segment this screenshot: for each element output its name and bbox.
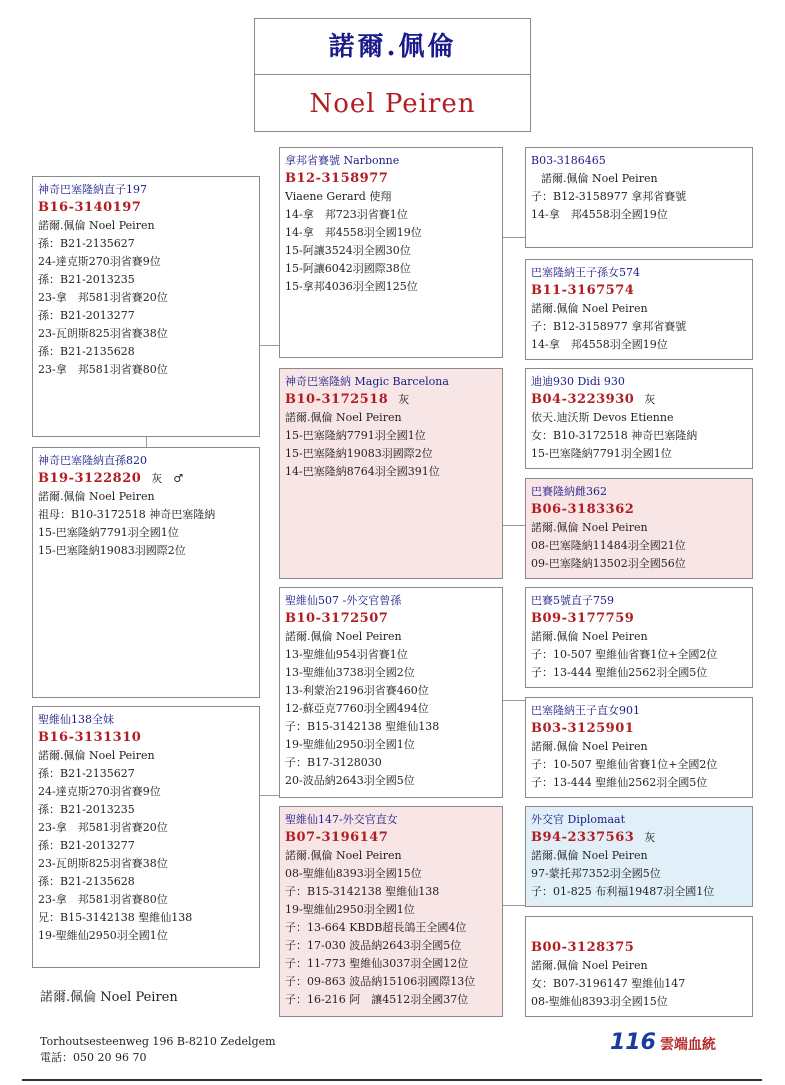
info-line: 15-阿讓3524羽全國30位 [285, 244, 411, 257]
info-line: 08-聖維仙8393羽全國15位 [285, 867, 422, 880]
info-line: 14-拿 邦4558羽全國19位 [285, 226, 422, 239]
info-line: 23-拿 邦581羽省賽20位 [38, 291, 168, 304]
pigeon-name: 拿邦省賽號 Narbonne [285, 154, 400, 167]
ring-number-text: B10-3172518 [285, 392, 389, 407]
ring-number-text: B16-3140197 [38, 200, 142, 215]
plumage-color: 灰 [398, 393, 410, 406]
plumage-color: 灰 ♂ [151, 472, 184, 485]
pigeon-card-b16-3140197 [32, 176, 260, 437]
info-line: 子：13-444 聖維仙2562羽全國5位 [531, 776, 708, 789]
info-line: 23-拿 邦581羽省賽80位 [38, 893, 168, 906]
info-line: 23-拿 邦581羽省賽80位 [38, 363, 168, 376]
info-line: 諾爾.佩倫 Noel Peiren [38, 490, 155, 503]
pigeon-name: B03-3186465 [531, 154, 606, 167]
owner-address-block [40, 1034, 276, 1066]
info-line: 14-拿 邦723羽省賽1位 [285, 208, 408, 221]
brand-logo [610, 1030, 716, 1056]
ring-number [531, 829, 747, 847]
ring-number-text: B16-3131310 [38, 730, 142, 745]
ring-number [38, 470, 254, 488]
info-line: 諾爾.佩倫 Noel Peiren [285, 411, 402, 424]
ring-number-text: B04-3223930 [531, 392, 635, 407]
info-line: 15-巴塞隆納19083羽國際2位 [38, 544, 186, 557]
pigeon-name: 迪迪930 Didi 930 [531, 375, 625, 388]
logo-number: 116 [610, 1030, 656, 1055]
pigeon-name: 神奇巴塞隆納 Magic Barcelona [285, 375, 449, 388]
info-line: 97-蒙托邦7352羽全國5位 [531, 867, 661, 880]
info-line: 諾爾.佩倫 Noel Peiren [285, 630, 402, 643]
pigeon-name: 聖維仙138全妹 [38, 713, 114, 726]
info-line: 孫：B21-2013277 [38, 839, 135, 852]
pigeon-name: 神奇巴塞隆納直孫820 [38, 454, 147, 467]
info-line: 祖母：B10-3172518 神奇巴塞隆納 [38, 508, 216, 521]
connector-line [503, 905, 525, 906]
info-line: 子：11-773 聖維仙3037羽全國12位 [285, 957, 469, 970]
info-line: 14-巴塞隆納8764羽全國391位 [285, 465, 440, 478]
info-line: 孫：B21-2013235 [38, 803, 135, 816]
sire-card-b12-3158977 [279, 147, 503, 358]
ring-number [285, 610, 497, 628]
ring-number-text: B03-3125901 [531, 721, 635, 736]
info-line: 子：16-216 阿 讓4512羽全國37位 [285, 993, 469, 1006]
pigeon-name: 聖維仙147-外交官直女 [285, 813, 398, 826]
dam-card-b10-3172518 [279, 368, 503, 579]
ring-number [531, 391, 747, 409]
sire-card-b10-3172507 [279, 587, 503, 798]
info-line: 孫：B21-2013277 [38, 309, 135, 322]
info-line: 14-拿 邦4558羽全國19位 [531, 338, 668, 351]
info-line: 子：B17-3128030 [285, 756, 382, 769]
info-line: 女：B07-3196147 聖維仙147 [531, 977, 686, 990]
sire-dam-card-b11-3167574 [525, 259, 753, 360]
ring-number [531, 501, 747, 519]
connector-line [146, 437, 147, 447]
info-line: 諾爾.佩倫 Noel Peiren [531, 521, 648, 534]
bottom-divider [22, 1079, 762, 1081]
connector-line [260, 795, 279, 796]
info-line: 子：13-664 KBDB超長鴿王全國4位 [285, 921, 467, 934]
sire-sire-card-b09-3177759 [525, 587, 753, 688]
pigeon-name: 巴塞隆納王子直女901 [531, 704, 640, 717]
info-line: 子：10-507 聖維仙省賽1位+全國2位 [531, 648, 718, 661]
title-english-name: Noel Peiren [309, 89, 476, 119]
ring-number-text: B12-3158977 [285, 171, 389, 186]
info-line: 諾爾.佩倫 Noel Peiren [38, 749, 155, 762]
info-line: 09-巴塞隆納13502羽全國56位 [531, 557, 686, 570]
info-line: 23-瓦朗斯825羽省賽38位 [38, 327, 168, 340]
dam-dam-card-b00-3128375 [525, 916, 753, 1017]
sire-dam-card-b03-3125901 [525, 697, 753, 798]
pigeon-card-b19-3122820 [32, 447, 260, 698]
info-line: 依天.迪沃斯 Devos Etienne [531, 411, 674, 424]
dam-card-b07-3196147 [279, 806, 503, 1017]
info-line: 子：B15-3142138 聖維仙138 [285, 885, 440, 898]
info-line: 諾爾.佩倫 Noel Peiren [285, 849, 402, 862]
connector-line [503, 700, 525, 701]
info-line: 13-聖維仙3738羽全國2位 [285, 666, 415, 679]
info-line: 19-聖維仙2950羽全國1位 [285, 738, 415, 751]
info-line: 08-聖維仙8393羽全國15位 [531, 995, 668, 1008]
ring-number [531, 282, 747, 300]
plumage-color: 諾爾.佩倫 Noel Peiren [541, 172, 658, 185]
info-line: 19-聖維仙2950羽全國1位 [38, 929, 168, 942]
info-line: 子：17-030 波品納2643羽全國5位 [285, 939, 462, 952]
info-line: 子：10-507 聖維仙省賽1位+全國2位 [531, 758, 718, 771]
info-line: 孫：B21-2135628 [38, 875, 135, 888]
info-line: 諾爾.佩倫 Noel Peiren [38, 219, 155, 232]
info-line: 諾爾.佩倫 Noel Peiren [531, 630, 648, 643]
ring-number [285, 391, 497, 409]
ring-number [285, 170, 497, 188]
ring-number-text: B00-3128375 [531, 940, 635, 955]
connector-line [503, 525, 525, 526]
info-line: 孫：B21-2135628 [38, 345, 135, 358]
sire-sire-card-b03-3186465 [525, 147, 753, 248]
pigeon-name: 神奇巴塞隆納直子197 [38, 183, 147, 196]
dam-dam-card-b06-3183362 [525, 478, 753, 579]
info-line: 15-巴塞隆納7791羽全國1位 [38, 526, 179, 539]
ring-number [285, 829, 497, 847]
logo-text: 雲端血統 [659, 1037, 716, 1053]
info-line: 15-拿邦4036羽全國125位 [285, 280, 418, 293]
ring-number [38, 199, 254, 217]
info-line: 13-聖維仙954羽省賽1位 [285, 648, 408, 661]
info-line: 諾爾.佩倫 Noel Peiren [531, 849, 648, 862]
ring-number [38, 729, 254, 747]
owner-name: 諾爾.佩倫 Noel Peiren [40, 990, 178, 1005]
ring-number [531, 610, 747, 628]
info-line: 諾爾.佩倫 Noel Peiren [531, 302, 648, 315]
info-line: 24-達克斯270羽省賽9位 [38, 255, 161, 268]
address-line: Torhoutsesteenweg 196 B-8210 Zedelgem [40, 1035, 276, 1048]
connector-line [260, 345, 279, 346]
info-line: 24-達克斯270羽省賽9位 [38, 785, 161, 798]
info-line: 女：B10-3172518 神奇巴塞隆納 [531, 429, 698, 442]
phone-line: 電話：050 20 96 70 [40, 1051, 147, 1064]
info-line: 15-巴塞隆納7791羽全國1位 [531, 447, 672, 460]
info-line: 子：B12-3158977 拿邦省賽號 [531, 320, 687, 333]
info-line: 15-巴塞隆納19083羽國際2位 [285, 447, 433, 460]
info-line: 15-阿讓6042羽國際38位 [285, 262, 411, 275]
ring-number [531, 720, 747, 738]
pigeon-name [531, 921, 747, 939]
connector-line [503, 237, 525, 238]
info-line: 23-拿 邦581羽省賽20位 [38, 821, 168, 834]
ring-number [531, 170, 747, 188]
dam-sire-card-b04-3223930 [525, 368, 753, 469]
info-line: 子：01-825 布利福19487羽全國1位 [531, 885, 715, 898]
title-chinese-name: 諾爾.佩倫 [255, 19, 530, 75]
pigeon-name: 外交官 Diplomaat [531, 813, 625, 826]
info-line: 孫：B21-2013235 [38, 273, 135, 286]
ring-number-text: B06-3183362 [531, 502, 635, 517]
info-line: 子：09-863 波品納15106羽國際13位 [285, 975, 476, 988]
info-line: 12-蘇亞克7760羽全國494位 [285, 702, 429, 715]
info-line: 13-利蒙治2196羽省賽460位 [285, 684, 429, 697]
info-line: 諾爾.佩倫 Noel Peiren [531, 740, 648, 753]
pigeon-name: 聖維仙507 -外交官曾孫 [285, 594, 402, 607]
info-line: 兄：B15-3142138 聖維仙138 [38, 911, 193, 924]
ring-number-text: B09-3177759 [531, 611, 635, 626]
plumage-color: 灰 [644, 831, 656, 844]
info-line: 08-巴塞隆納11484羽全國21位 [531, 539, 686, 552]
pigeon-card-b16-3131310 [32, 706, 260, 968]
dam-sire-card-b94-2337563 [525, 806, 753, 907]
ring-number-text: B11-3167574 [531, 283, 635, 298]
pigeon-name: 巴賽隆納雌362 [531, 485, 607, 498]
info-line: 14-拿 邦4558羽全國19位 [531, 208, 668, 221]
ring-number-text: B94-2337563 [531, 830, 635, 845]
ring-number-text: B19-3122820 [38, 471, 142, 486]
ring-number-text: B07-3196147 [285, 830, 389, 845]
plumage-color: 灰 [644, 393, 656, 406]
pigeon-name: 巴賽5號直子759 [531, 594, 614, 607]
info-line: 孫：B21-2135627 [38, 237, 135, 250]
info-line: Viaene Gerard 使翔 [285, 190, 392, 203]
info-line: 19-聖維仙2950羽全國1位 [285, 903, 415, 916]
info-line: 子：13-444 聖維仙2562羽全國5位 [531, 666, 708, 679]
info-line: 孫：B21-2135627 [38, 767, 135, 780]
info-line: 子：B12-3158977 拿邦省賽號 [531, 190, 687, 203]
ring-number-text: B10-3172507 [285, 611, 389, 626]
info-line: 15-巴塞隆納7791羽全國1位 [285, 429, 426, 442]
info-line: 諾爾.佩倫 Noel Peiren [531, 959, 648, 972]
info-line: 20-波品納2643羽全國5位 [285, 774, 415, 787]
pigeon-name: 巴塞隆納王子孫女574 [531, 266, 640, 279]
info-line: 23-瓦朗斯825羽省賽38位 [38, 857, 168, 870]
title-box [254, 18, 531, 132]
info-line: 子：B15-3142138 聖維仙138 [285, 720, 440, 733]
ring-number [531, 939, 747, 957]
